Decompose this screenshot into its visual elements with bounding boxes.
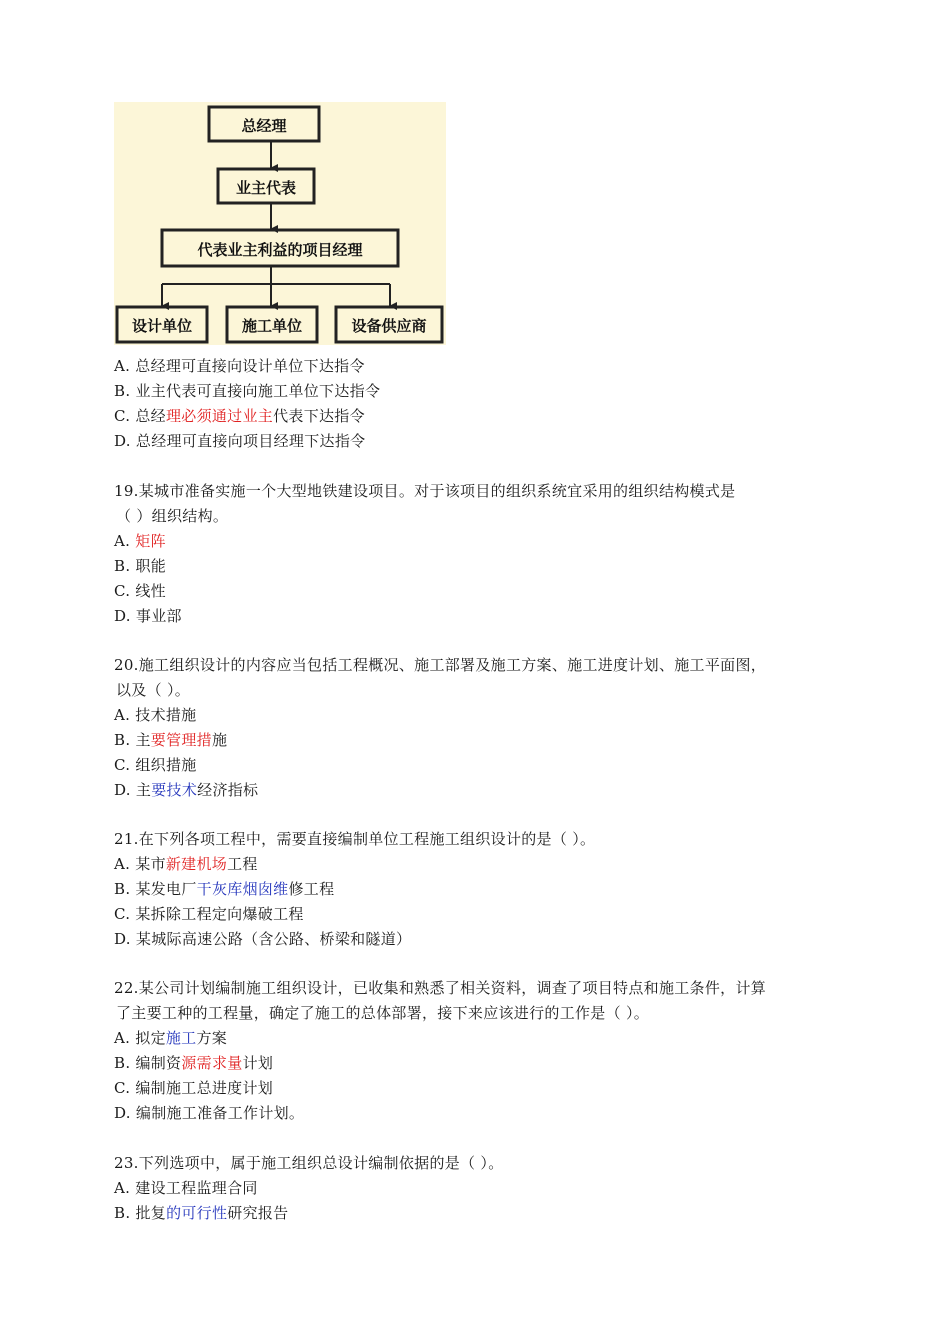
q19-option-d-segment: D. 事业部 — [114, 607, 182, 625]
q22-option-b-segment: B. 编制资 — [114, 1054, 182, 1072]
q21-option-b-segment: 修工程 — [288, 880, 335, 898]
q22-option-b — [114, 1052, 273, 1074]
q19-stem-line: 19.某城市准备实施一个大型地铁建设项目。对于该项目的组织系统宜采用的组织结构模式是 — [114, 482, 736, 500]
q22-option-a-segment: 方案 — [196, 1029, 228, 1047]
q21-stem-line: 21.在下列各项工程中，需要直接编制单位工程施工组织设计的是（ ）。 — [114, 830, 596, 848]
q22-option-a-segment: A. 拟定 — [114, 1029, 166, 1047]
q20-option-d — [114, 779, 258, 801]
q18-option-d — [114, 430, 365, 452]
q22-option-a-segment: 施工 — [165, 1029, 197, 1047]
label-project-manager: 代表业主利益的项目经理 — [197, 241, 363, 259]
q23-option-b-segment: 研究报告 — [227, 1204, 289, 1222]
q22-option-d — [114, 1102, 304, 1124]
q19-option-d — [114, 605, 182, 627]
q22-option-c-segment: C. 编制施工总进度计划 — [114, 1079, 274, 1097]
q22-option-c — [114, 1077, 273, 1099]
q20-option-d-segment: 经济指标 — [197, 781, 259, 799]
org-chart — [114, 102, 446, 345]
q19-option-a — [114, 530, 166, 552]
q20-option-b-segment: 施 — [211, 731, 228, 749]
q20-option-b — [114, 729, 227, 751]
q20-option-a — [114, 704, 196, 726]
q18-option-c — [114, 405, 365, 427]
q19-option-a-segment: A. — [114, 532, 136, 550]
q21-option-d-segment: D. 某城际高速公路（含公路、桥梁和隧道） — [114, 930, 412, 948]
q21-option-a-segment: 新建机场 — [165, 855, 228, 873]
q22-stem-line: 了主要工种的工程量，确定了施工的总体部署，接下来应该进行的工作是（ ）。 — [116, 1004, 650, 1022]
label-construction-unit: 施工单位 — [241, 317, 302, 335]
q19-option-a-segment: 矩阵 — [135, 532, 166, 550]
q18-option-d-segment: D. 总经理可直接向项目经理下达指令 — [114, 432, 366, 450]
q19-stem-line: （ ）组织结构。 — [116, 507, 229, 525]
q19-option-b-segment: B. 职能 — [114, 557, 167, 575]
q22-stem-line: 22.某公司计划编制施工组织设计，已收集和熟悉了相关资料，调查了项目特点和施工条件，计算 — [114, 979, 767, 997]
q21-option-c-segment: C. 某拆除工程定向爆破工程 — [114, 905, 304, 923]
label-general-manager: 总经理 — [241, 117, 287, 135]
q19-option-c-segment: C. 线性 — [114, 582, 166, 600]
q20-option-c — [114, 754, 197, 776]
q21-option-b-segment: 干灰库烟囱维 — [196, 880, 289, 898]
q20-option-d-segment: D. 主 — [114, 781, 152, 799]
org-chart-lines — [114, 102, 446, 345]
q19-option-b — [114, 555, 166, 577]
q23-option-b-segment: B. 批复 — [114, 1204, 167, 1222]
label-design-unit: 设计单位 — [131, 317, 192, 335]
label-equipment-supplier: 设备供应商 — [351, 317, 427, 335]
q18-option-c-segment: 理必须通过业主 — [165, 407, 274, 425]
q23-stem-line: 23.下列选项中，属于施工组织总设计编制依据的是（ ）。 — [114, 1154, 504, 1172]
q20-option-c-segment: C. 组织措施 — [114, 756, 197, 774]
q20-option-b-segment: 要管理措 — [150, 731, 212, 749]
q18-option-a-segment: A. 总经理可直接向设计单位下达指令 — [114, 357, 365, 375]
q22-option-b-segment: 计划 — [242, 1054, 274, 1072]
q20-stem-line: 20.施工组织设计的内容应当包括工程概况、施工部署及施工方案、施工进度计划、施工平面图， — [114, 656, 767, 674]
q22-option-d-segment: D. 编制施工准备工作计划。 — [114, 1104, 305, 1122]
q20-stem-line: 以及（ ）。 — [116, 681, 191, 699]
q22-option-b-segment: 源需求量 — [181, 1054, 243, 1072]
q21-option-b — [114, 878, 334, 900]
q20-option-d-segment: 要技术 — [151, 781, 198, 799]
q18-option-c-segment: C. 总经 — [114, 407, 166, 425]
q20-option-b-segment: B. 主 — [114, 731, 151, 749]
q23-option-a-segment: A. 建设工程监理合同 — [114, 1179, 258, 1197]
q18-option-b — [114, 380, 380, 402]
q23-option-b — [114, 1202, 288, 1224]
q21-option-d — [114, 928, 411, 950]
q21-option-b-segment: B. 某发电厂 — [114, 880, 197, 898]
q20-option-a-segment: A. 技术措施 — [114, 706, 197, 724]
q21-option-a-segment: A. 某市 — [114, 855, 166, 873]
q19-option-c — [114, 580, 166, 602]
q22-option-a — [114, 1027, 227, 1049]
q18-option-c-segment: 代表下达指令 — [273, 407, 365, 425]
q18-option-b-segment: B. 业主代表可直接向施工单位下达指令 — [114, 382, 381, 400]
q21-option-c — [114, 903, 304, 925]
q21-option-a-segment: 工程 — [227, 855, 258, 873]
label-owner-rep: 业主代表 — [235, 179, 296, 197]
q23-option-a — [114, 1177, 258, 1199]
q23-option-b-segment: 的可行性 — [166, 1204, 228, 1222]
q18-option-a — [114, 355, 365, 377]
q21-option-a — [114, 853, 258, 875]
